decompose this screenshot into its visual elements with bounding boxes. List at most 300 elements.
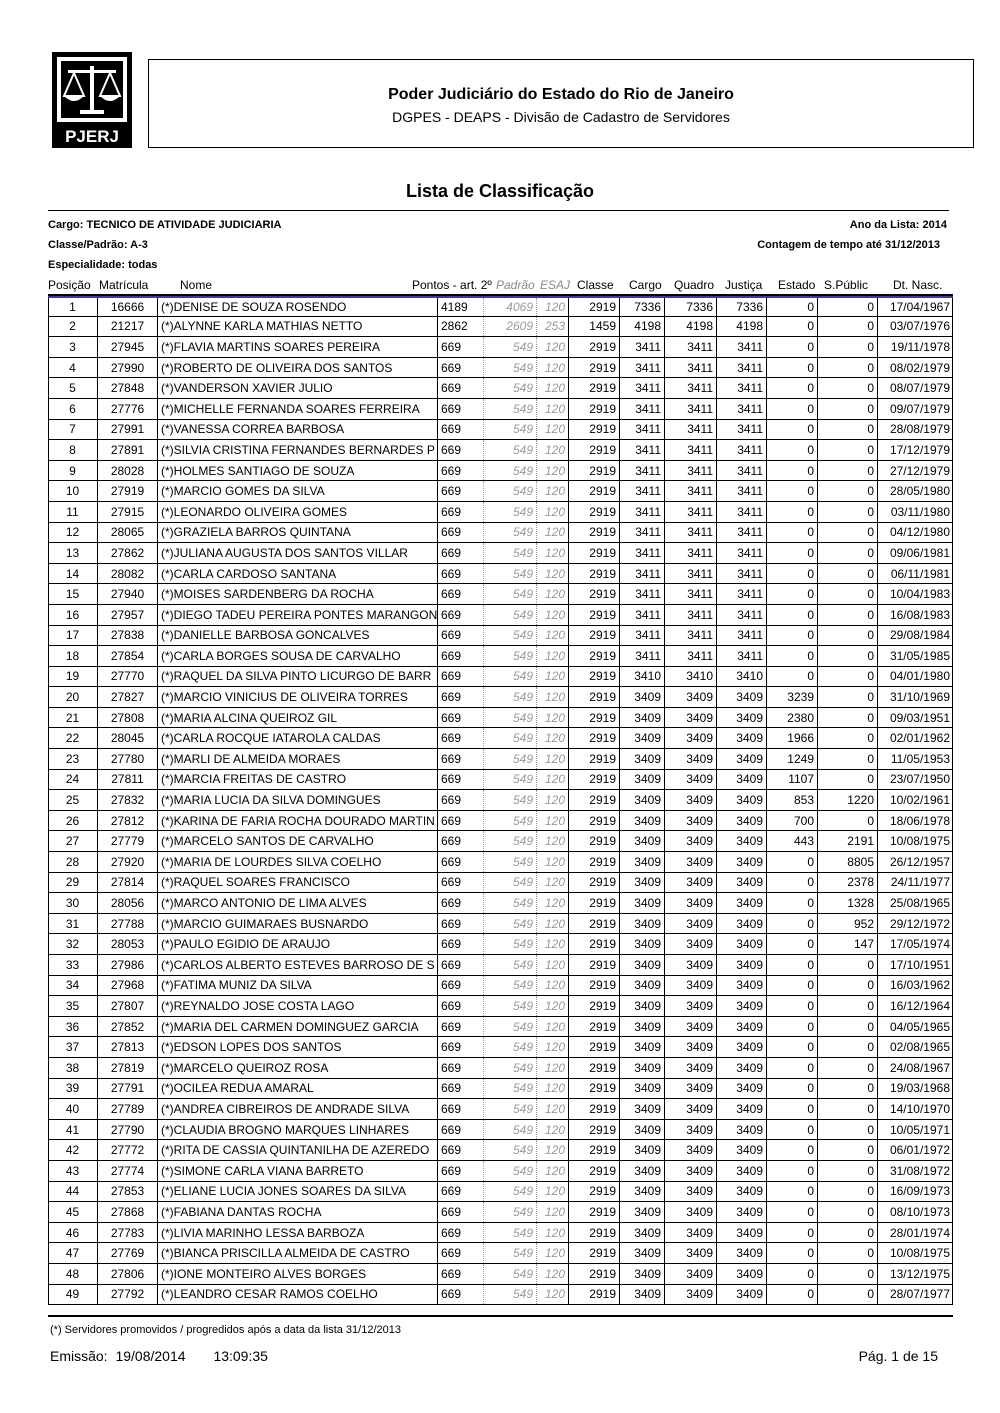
cell-cargo: 3411 <box>620 481 665 501</box>
cell-dtnasc: 19/11/1978 <box>890 339 950 354</box>
cell-padrao: 549 <box>484 358 537 378</box>
cell-nome: (*)MARCIA FREITAS DE CASTRO <box>158 770 438 790</box>
cell-spublic: 0 <box>818 1223 878 1243</box>
cell-justica: 3409 <box>717 996 767 1016</box>
cell-dtnasc: 04/12/1980 <box>889 525 950 540</box>
cell-classe: 2919 <box>569 1182 620 1202</box>
cell-cargo: 3409 <box>620 1140 665 1160</box>
table-row <box>48 1161 953 1182</box>
cell-pontos: 669 <box>438 1161 484 1181</box>
cell-dtnasc: 08/02/1979 <box>889 360 950 375</box>
cell-justica: 3409 <box>717 1140 767 1160</box>
cell-spublic: 0 <box>818 1285 878 1305</box>
cell-dtnasc: 17/12/1979 <box>889 442 950 457</box>
cell-padrao: 549 <box>484 481 537 501</box>
cell-dtnasc: 28/08/1979 <box>889 422 950 437</box>
cell-posicao: 43 <box>48 1161 98 1181</box>
cell-matricula: 27968 <box>98 976 158 996</box>
cell-justica: 3409 <box>717 873 767 893</box>
cell-classe: 2919 <box>569 996 620 1016</box>
cell-padrao: 549 <box>484 1285 537 1305</box>
cell-esaj: 120 <box>537 605 569 625</box>
cell-justica: 3409 <box>717 852 767 872</box>
cell-classe: 2919 <box>569 770 620 790</box>
cell-pontos: 669 <box>438 1079 484 1099</box>
cell-justica: 3409 <box>717 728 767 748</box>
cell-padrao: 549 <box>484 687 537 707</box>
cell-justica: 3411 <box>717 481 767 501</box>
col-esaj: ESAJ <box>540 278 571 292</box>
cell-pontos: 669 <box>438 1182 484 1202</box>
cell-padrao: 549 <box>484 420 537 440</box>
cell-pontos: 669 <box>438 934 484 954</box>
cell-matricula: 27868 <box>98 1202 158 1222</box>
cell-esaj: 120 <box>537 1182 569 1202</box>
cell-estado: 3239 <box>767 687 818 707</box>
cell-justica: 3409 <box>717 893 767 913</box>
table-row <box>48 770 953 791</box>
cell-spublic: 0 <box>818 420 878 440</box>
cell-matricula: 27848 <box>98 378 158 398</box>
cell-classe: 2919 <box>569 1017 620 1037</box>
cell-dtnasc: 31/10/1969 <box>889 690 950 705</box>
table-row <box>48 399 953 420</box>
table-row <box>48 934 953 955</box>
cell-classe: 2919 <box>569 337 620 357</box>
cell-nome: (*)VANESSA CORREA BARBOSA <box>158 420 438 440</box>
cell-padrao: 549 <box>484 523 537 543</box>
emission-label: Emissão: <box>50 1348 108 1364</box>
cell-quadro: 3411 <box>665 440 717 460</box>
cell-nome: (*)MARIA LUCIA DA SILVA DOMINGUES <box>158 790 438 810</box>
cell-spublic: 0 <box>818 749 878 769</box>
cell-padrao: 549 <box>484 934 537 954</box>
cell-posicao: 39 <box>48 1079 98 1099</box>
cell-estado: 0 <box>767 399 818 419</box>
cell-spublic: 2191 <box>818 831 878 851</box>
cell-pontos: 669 <box>438 523 484 543</box>
cell-classe: 2919 <box>569 934 620 954</box>
cell-nome: (*)DENISE DE SOUZA ROSENDO <box>158 298 438 316</box>
cell-posicao: 35 <box>48 996 98 1016</box>
cell-cargo: 3409 <box>620 1120 665 1140</box>
cell-pontos: 669 <box>438 1037 484 1057</box>
table-row <box>48 914 953 935</box>
cell-esaj: 120 <box>537 1079 569 1099</box>
cell-quadro: 4198 <box>665 317 717 337</box>
col-classe: Classe <box>577 278 614 292</box>
cell-cargo: 3409 <box>620 790 665 810</box>
cell-dtnasc: 28/05/1980 <box>889 484 950 499</box>
cell-nome: (*)BIANCA PRISCILLA ALMEIDA DE CASTRO <box>158 1243 438 1263</box>
cell-quadro: 3409 <box>665 976 717 996</box>
cell-pontos: 669 <box>438 996 484 1016</box>
cell-spublic: 0 <box>818 337 878 357</box>
cell-pontos: 669 <box>438 1017 484 1037</box>
cell-cargo: 3411 <box>620 523 665 543</box>
cell-classe: 2919 <box>569 543 620 563</box>
cell-matricula: 27891 <box>98 440 158 460</box>
cell-quadro: 3409 <box>665 1099 717 1119</box>
table-row <box>48 584 953 605</box>
cell-classe: 2919 <box>569 1161 620 1181</box>
cell-posicao: 1 <box>48 298 98 316</box>
table-row <box>48 1017 953 1038</box>
cell-spublic: 0 <box>818 976 878 996</box>
cell-spublic: 0 <box>818 1099 878 1119</box>
cell-spublic: 8805 <box>818 852 878 872</box>
cell-estado: 0 <box>767 1120 818 1140</box>
cell-esaj: 120 <box>537 1285 569 1305</box>
cell-padrao: 549 <box>484 728 537 748</box>
cell-classe: 2919 <box>569 873 620 893</box>
cell-padrao: 549 <box>484 1223 537 1243</box>
cell-nome: (*)OCILEA REDUA AMARAL <box>158 1079 438 1099</box>
cell-dtnasc: 31/05/1985 <box>889 648 950 663</box>
cell-dtnasc: 17/10/1951 <box>889 957 950 972</box>
cell-estado: 0 <box>767 1223 818 1243</box>
cell-quadro: 3409 <box>665 1058 717 1078</box>
cell-pontos: 669 <box>438 584 484 604</box>
table-row <box>48 440 953 461</box>
cell-justica: 3411 <box>717 461 767 481</box>
cell-matricula: 27772 <box>98 1140 158 1160</box>
cell-cargo: 3409 <box>620 770 665 790</box>
cell-classe: 2919 <box>569 298 620 316</box>
cell-estado: 0 <box>767 914 818 934</box>
cell-esaj: 120 <box>537 955 569 975</box>
cell-justica: 3409 <box>717 1182 767 1202</box>
cell-pontos: 669 <box>438 976 484 996</box>
cell-pontos: 669 <box>438 811 484 831</box>
footer-divider <box>48 1315 953 1317</box>
cell-nome: (*)GRAZIELA BARROS QUINTANA <box>158 523 438 543</box>
table-row <box>48 337 953 358</box>
cell-justica: 3411 <box>717 378 767 398</box>
cell-classe: 2919 <box>569 605 620 625</box>
cell-esaj: 120 <box>537 626 569 646</box>
cell-pontos: 669 <box>438 543 484 563</box>
cell-estado: 0 <box>767 1099 818 1119</box>
cell-nome: (*)FABIANA DANTAS ROCHA <box>158 1202 438 1222</box>
col-pontos: Pontos - art. 2º <box>412 278 492 292</box>
cell-esaj: 120 <box>537 770 569 790</box>
cell-estado: 0 <box>767 378 818 398</box>
cell-padrao: 549 <box>484 1079 537 1099</box>
cell-cargo: 7336 <box>620 298 665 316</box>
cell-estado: 1966 <box>767 728 818 748</box>
cell-posicao: 32 <box>48 934 98 954</box>
cell-pontos: 669 <box>438 893 484 913</box>
cell-posicao: 40 <box>48 1099 98 1119</box>
cell-esaj: 120 <box>537 1099 569 1119</box>
cell-estado: 0 <box>767 1079 818 1099</box>
cell-nome: (*)MARIA ALCINA QUEIROZ GIL <box>158 708 438 728</box>
cell-quadro: 3409 <box>665 1079 717 1099</box>
cell-justica: 3411 <box>717 543 767 563</box>
cell-posicao: 23 <box>48 749 98 769</box>
cell-quadro: 3409 <box>665 1120 717 1140</box>
cell-esaj: 120 <box>537 996 569 1016</box>
cell-classe: 2919 <box>569 749 620 769</box>
table-row <box>48 893 953 914</box>
cell-classe: 2919 <box>569 976 620 996</box>
cell-nome: (*)ROBERTO DE OLIVEIRA DOS SANTOS <box>158 358 438 378</box>
meta-cargo: Cargo: TECNICO DE ATIVIDADE JUDICIARIA <box>48 219 282 231</box>
cell-classe: 2919 <box>569 626 620 646</box>
cell-justica: 3411 <box>717 605 767 625</box>
table-row <box>48 996 953 1017</box>
cell-quadro: 3411 <box>665 626 717 646</box>
cell-matricula: 27915 <box>98 502 158 522</box>
cell-matricula: 27812 <box>98 811 158 831</box>
cell-estado: 0 <box>767 584 818 604</box>
cell-classe: 2919 <box>569 564 620 584</box>
cell-posicao: 29 <box>48 873 98 893</box>
cell-cargo: 3409 <box>620 955 665 975</box>
cell-cargo: 3409 <box>620 934 665 954</box>
cell-classe: 2919 <box>569 399 620 419</box>
cell-matricula: 27807 <box>98 996 158 1016</box>
cell-estado: 0 <box>767 873 818 893</box>
cell-dtnasc: 03/11/1980 <box>890 504 950 519</box>
cell-matricula: 27769 <box>98 1243 158 1263</box>
cell-classe: 2919 <box>569 584 620 604</box>
cell-matricula: 28082 <box>98 564 158 584</box>
cell-matricula: 27854 <box>98 646 158 666</box>
cell-cargo: 3409 <box>620 1058 665 1078</box>
cell-nome: (*)SIMONE CARLA VIANA BARRETO <box>158 1161 438 1181</box>
cell-quadro: 3411 <box>665 564 717 584</box>
cell-nome: (*)MARLI DE ALMEIDA MORAES <box>158 749 438 769</box>
cell-quadro: 3409 <box>665 1285 717 1305</box>
cell-posicao: 3 <box>48 337 98 357</box>
cell-dtnasc: 02/01/1962 <box>889 731 950 746</box>
emission-time: 13:09:35 <box>213 1348 268 1364</box>
cell-estado: 700 <box>767 811 818 831</box>
cell-nome: (*)CARLA BORGES SOUSA DE CARVALHO <box>158 646 438 666</box>
meta-especialidade: Especialidade: todas <box>48 259 158 271</box>
cell-justica: 3409 <box>717 1017 767 1037</box>
cell-pontos: 669 <box>438 873 484 893</box>
cell-esaj: 120 <box>537 502 569 522</box>
table-row <box>48 873 953 894</box>
cell-dtnasc: 03/07/1976 <box>889 319 950 334</box>
cell-classe: 1459 <box>569 317 620 337</box>
cell-spublic: 0 <box>818 667 878 687</box>
cell-cargo: 3409 <box>620 831 665 851</box>
cell-pontos: 669 <box>438 420 484 440</box>
cell-pontos: 669 <box>438 1099 484 1119</box>
cell-dtnasc: 27/12/1979 <box>889 463 950 478</box>
table-row <box>48 296 953 317</box>
cell-justica: 3409 <box>717 749 767 769</box>
list-title: Lista de Classificação <box>405 181 595 201</box>
page-number: Pág. 1 de 15 <box>858 1348 938 1364</box>
cell-posicao: 26 <box>48 811 98 831</box>
cell-padrao: 549 <box>484 1264 537 1284</box>
cell-padrao: 549 <box>484 399 537 419</box>
cell-spublic: 0 <box>818 605 878 625</box>
cell-pontos: 669 <box>438 1202 484 1222</box>
col-posicao: Posição <box>48 278 91 292</box>
cell-quadro: 3409 <box>665 1161 717 1181</box>
cell-dtnasc: 04/01/1980 <box>889 669 950 684</box>
col-estado: Estado <box>778 278 816 292</box>
cell-matricula: 27862 <box>98 543 158 563</box>
cell-pontos: 669 <box>438 1120 484 1140</box>
cell-pontos: 669 <box>438 440 484 460</box>
cell-cargo: 3409 <box>620 914 665 934</box>
cell-esaj: 120 <box>537 1120 569 1140</box>
cell-cargo: 3411 <box>620 378 665 398</box>
cell-padrao: 549 <box>484 337 537 357</box>
cell-esaj: 120 <box>537 1037 569 1057</box>
col-justica: Justiça <box>725 278 763 292</box>
cell-classe: 2919 <box>569 1120 620 1140</box>
cell-nome: (*)REYNALDO JOSE COSTA LAGO <box>158 996 438 1016</box>
cell-quadro: 3409 <box>665 893 717 913</box>
table-row <box>48 626 953 647</box>
cell-classe: 2919 <box>569 1037 620 1057</box>
cell-pontos: 669 <box>438 605 484 625</box>
cell-pontos: 669 <box>438 1058 484 1078</box>
cell-padrao: 549 <box>484 955 537 975</box>
cell-cargo: 3411 <box>620 399 665 419</box>
cell-justica: 3409 <box>717 1037 767 1057</box>
cell-estado: 0 <box>767 1140 818 1160</box>
cell-nome: (*)MICHELLE FERNANDA SOARES FERREIRA <box>158 399 438 419</box>
cell-estado: 0 <box>767 1202 818 1222</box>
cell-posicao: 34 <box>48 976 98 996</box>
cell-cargo: 3409 <box>620 1202 665 1222</box>
cell-pontos: 669 <box>438 461 484 481</box>
cell-dtnasc: 26/12/1957 <box>889 854 950 869</box>
cell-padrao: 549 <box>484 646 537 666</box>
cell-quadro: 3411 <box>665 358 717 378</box>
cell-esaj: 120 <box>537 378 569 398</box>
cell-matricula: 27852 <box>98 1017 158 1037</box>
cell-spublic: 0 <box>818 996 878 1016</box>
cell-classe: 2919 <box>569 502 620 522</box>
cell-dtnasc: 08/07/1979 <box>889 381 950 396</box>
cell-padrao: 549 <box>484 708 537 728</box>
cell-nome: (*)JULIANA AUGUSTA DOS SANTOS VILLAR <box>158 543 438 563</box>
table-row <box>48 646 953 667</box>
col-cargo: Cargo <box>629 278 662 292</box>
cell-padrao: 549 <box>484 976 537 996</box>
cell-padrao: 549 <box>484 1037 537 1057</box>
cell-justica: 3411 <box>717 523 767 543</box>
cell-pontos: 669 <box>438 358 484 378</box>
cell-spublic: 0 <box>818 440 878 460</box>
cell-posicao: 24 <box>48 770 98 790</box>
cell-quadro: 3409 <box>665 728 717 748</box>
cell-dtnasc: 28/07/1977 <box>889 1287 950 1302</box>
cell-estado: 0 <box>767 934 818 954</box>
cell-dtnasc: 11/05/1953 <box>890 751 950 766</box>
cell-nome: (*)MARIA DEL CARMEN DOMINGUEZ GARCIA <box>158 1017 438 1037</box>
cell-classe: 2919 <box>569 523 620 543</box>
cell-quadro: 3409 <box>665 708 717 728</box>
cell-cargo: 3409 <box>620 1182 665 1202</box>
cell-posicao: 13 <box>48 543 98 563</box>
cell-matricula: 27986 <box>98 955 158 975</box>
header-subtitle: DGPES - DEAPS - Divisão de Cadastro de Servidores <box>392 109 730 125</box>
cell-pontos: 669 <box>438 337 484 357</box>
cell-matricula: 27783 <box>98 1223 158 1243</box>
cell-classe: 2919 <box>569 1099 620 1119</box>
meta-ano: Ano da Lista: 2014 <box>849 219 947 231</box>
cell-quadro: 3409 <box>665 811 717 831</box>
cell-quadro: 3411 <box>665 584 717 604</box>
cell-matricula: 27832 <box>98 790 158 810</box>
cell-matricula: 27790 <box>98 1120 158 1140</box>
table-row <box>48 420 953 441</box>
cell-quadro: 3409 <box>665 687 717 707</box>
cell-quadro: 3409 <box>665 1037 717 1057</box>
cell-classe: 2919 <box>569 1264 620 1284</box>
table-row <box>48 358 953 379</box>
cell-matricula: 27774 <box>98 1161 158 1181</box>
cell-nome: (*)MARCO ANTONIO DE LIMA ALVES <box>158 893 438 913</box>
cell-padrao: 549 <box>484 770 537 790</box>
cell-posicao: 12 <box>48 523 98 543</box>
cell-spublic: 952 <box>818 914 878 934</box>
table-row <box>48 1223 953 1244</box>
cell-classe: 2919 <box>569 1223 620 1243</box>
cell-matricula: 27945 <box>98 337 158 357</box>
col-padrao: Padrão <box>496 278 535 292</box>
cell-posicao: 18 <box>48 646 98 666</box>
cell-esaj: 120 <box>537 790 569 810</box>
cell-padrao: 549 <box>484 873 537 893</box>
cell-posicao: 7 <box>48 420 98 440</box>
table-row <box>48 1037 953 1058</box>
table-row <box>48 317 953 338</box>
cell-esaj: 120 <box>537 1161 569 1181</box>
cell-nome: (*)CLAUDIA BROGNO MARQUES LINHARES <box>158 1120 438 1140</box>
cell-matricula: 27770 <box>98 667 158 687</box>
cell-classe: 2919 <box>569 378 620 398</box>
cell-estado: 0 <box>767 543 818 563</box>
cell-posicao: 5 <box>48 378 98 398</box>
cell-justica: 3409 <box>717 1243 767 1263</box>
cell-justica: 3411 <box>717 564 767 584</box>
cell-cargo: 3409 <box>620 708 665 728</box>
cell-posicao: 42 <box>48 1140 98 1160</box>
table-row <box>48 1285 953 1306</box>
cell-quadro: 3409 <box>665 934 717 954</box>
classification-table <box>48 296 953 1305</box>
col-nome: Nome <box>180 278 213 292</box>
cell-quadro: 3411 <box>665 605 717 625</box>
cell-matricula: 27827 <box>98 687 158 707</box>
cell-pontos: 669 <box>438 770 484 790</box>
cell-esaj: 120 <box>537 399 569 419</box>
cell-justica: 3411 <box>717 502 767 522</box>
cell-estado: 0 <box>767 358 818 378</box>
table-row <box>48 708 953 729</box>
cell-spublic: 0 <box>818 646 878 666</box>
cell-nome: (*)LIVIA MARINHO LESSA BARBOZA <box>158 1223 438 1243</box>
cell-padrao: 549 <box>484 852 537 872</box>
cell-dtnasc: 24/08/1967 <box>889 1060 950 1075</box>
cell-classe: 2919 <box>569 440 620 460</box>
cell-justica: 3409 <box>717 1058 767 1078</box>
table-row <box>48 502 953 523</box>
cell-quadro: 3409 <box>665 749 717 769</box>
